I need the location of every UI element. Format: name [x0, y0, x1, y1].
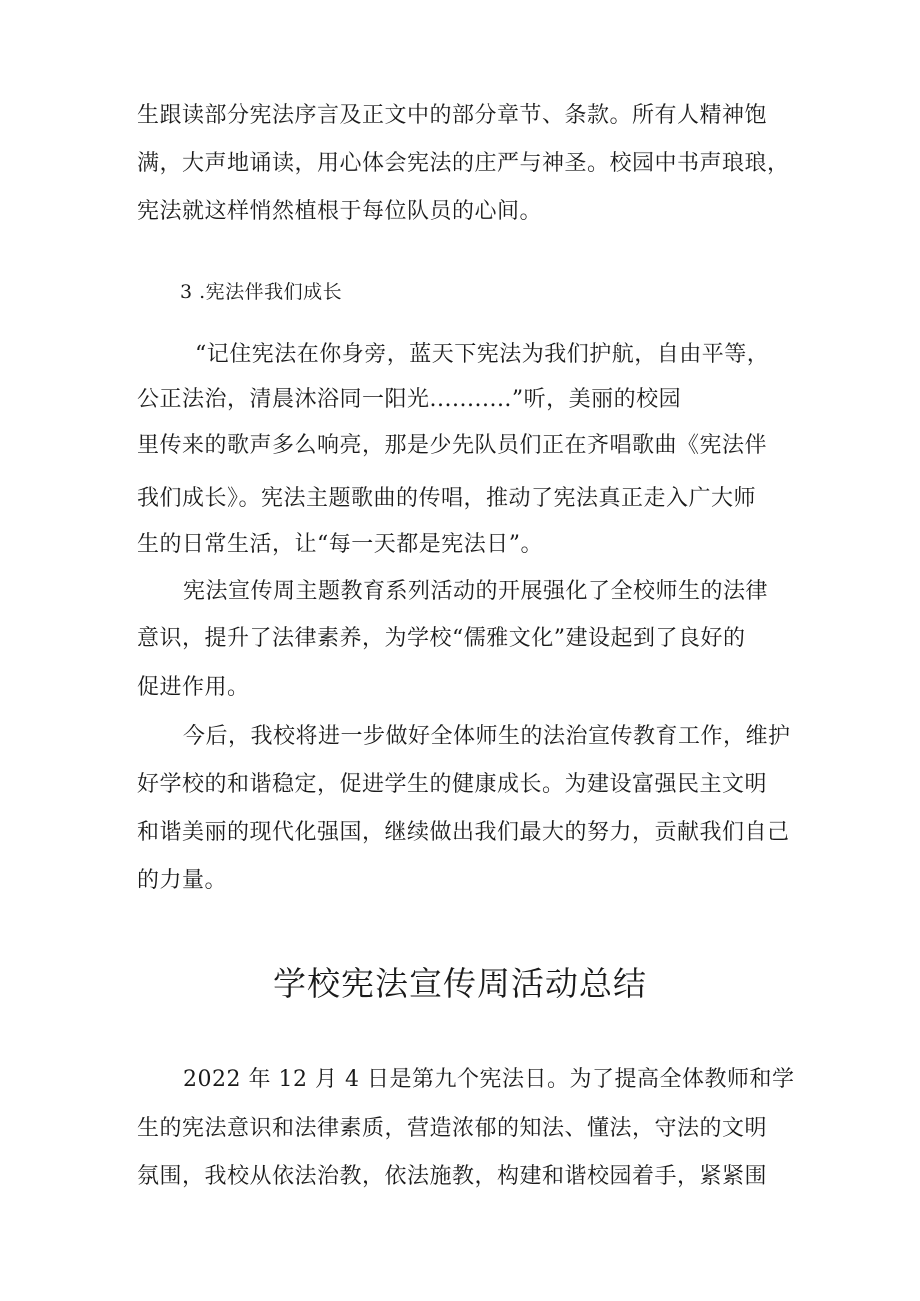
page-title: 学校宪法宣传周活动总结 [273, 964, 647, 1003]
paragraph-line: 促进作用。 [137, 675, 250, 700]
paragraph-line: 宪法宣传周主题教育系列活动的开展强化了全校师生的法律 [183, 579, 769, 604]
paragraph-line: 生跟读部分宪法序言及正文中的部分章节、条款。所有人精神饱 [137, 103, 768, 128]
paragraph-line: 我们成长》。宪法主题歌曲的传唱，推动了宪法真正走入广大师 [137, 486, 757, 511]
paragraph-line: 今后，我校将进一步做好全体师生的法治宣传教育工作，维护 [183, 724, 791, 749]
paragraph-line: 2022 年 12 月 4 日是第九个宪法日。为了提高全体教师和学 [183, 1067, 795, 1092]
paragraph-line: 公正法治，清晨沐浴同一阳光...........”听，美丽的校园 [137, 387, 682, 412]
paragraph-line: 意识，提升了法律素养，为学校“儒雅文化”建设起到了良好的 [137, 626, 746, 651]
paragraph-line: 宪法就这样悄然植根于每位队员的心间。 [137, 199, 543, 224]
paragraph-line: 和谐美丽的现代化强国，继续做出我们最大的努力，贡献我们自己 [137, 820, 790, 845]
paragraph-line: 里传来的歌声多么响亮，那是少先队员们正在齐唱歌曲《宪法伴 [137, 433, 768, 458]
paragraph-line: 生的宪法意识和法律素质，营造浓郁的知法、懂法，守法的文明 [137, 1116, 768, 1141]
paragraph-line: “记住宪法在你身旁，蓝天下宪法为我们护航，自由平等， [195, 342, 770, 367]
paragraph-line: 满，大声地诵读，用心体会宪法的庄严与神圣。校园中书声琅琅， [137, 151, 790, 176]
paragraph-line: 的力量。 [137, 868, 228, 893]
paragraph-line: 生的日常生活，让“每一天都是宪法日”。 [137, 532, 543, 557]
paragraph-line: 好学校的和谐稳定，促进学生的健康成长。为建设富强民主文明 [137, 772, 768, 797]
section-heading: 3 .宪法伴我们成长 [180, 281, 343, 303]
paragraph-line: 氛围，我校从依法治教，依法施教，构建和谐校园着手，紧紧围 [137, 1164, 768, 1189]
